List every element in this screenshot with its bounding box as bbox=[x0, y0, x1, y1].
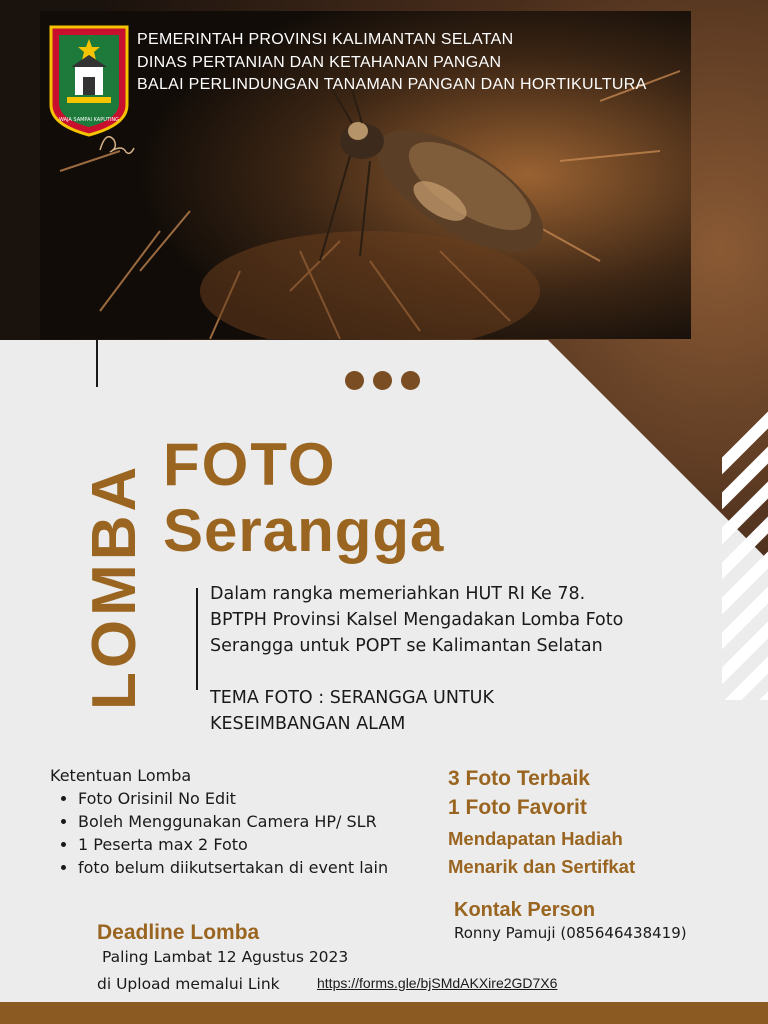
prize-line-2: 1 Foto Favorit bbox=[448, 796, 587, 819]
rule-item: • foto belum diikutsertakan di event lain bbox=[78, 856, 408, 879]
rules-section bbox=[50, 764, 408, 879]
registration-link[interactable]: https://forms.gle/bjSMdAKXire2GD7X6 bbox=[317, 975, 558, 991]
prize-line-4: Menarik dan Sertifkat bbox=[448, 856, 636, 877]
theme-text: TEMA FOTO : SERANGGA UNTUK KESEIMBANGAN ALAM bbox=[210, 688, 494, 734]
rules-list bbox=[50, 787, 408, 879]
dot bbox=[401, 371, 420, 390]
svg-text:WAJA SAMPAI KAPUTING: WAJA SAMPAI KAPUTING bbox=[58, 117, 120, 123]
dot bbox=[373, 371, 392, 390]
title-line-1: FOTO bbox=[163, 431, 337, 498]
contact-heading: Kontak Person bbox=[454, 899, 596, 921]
divider-line bbox=[96, 340, 98, 387]
description-line-2: BPTPH Provinsi Kalsel Mengadakan Lomba Foto bbox=[210, 610, 624, 630]
title-vertical: LOMBA bbox=[80, 462, 149, 710]
bottom-bar bbox=[0, 1002, 768, 1024]
title-line-2: Serangga bbox=[163, 497, 445, 564]
provincial-emblem-logo bbox=[49, 25, 129, 137]
decorative-stripes bbox=[722, 405, 768, 700]
rule-item: • Boleh Menggunakan Camera HP/ SLR bbox=[78, 810, 408, 833]
deadline-section bbox=[97, 920, 348, 968]
institution-header bbox=[137, 29, 647, 97]
rule-item: • 1 Peserta max 2 Foto bbox=[78, 833, 408, 856]
description-line-3: Serangga untuk POPT se Kalimantan Selatan bbox=[210, 636, 603, 656]
signature-mark bbox=[96, 126, 138, 160]
upload-label: di Upload memalui Link bbox=[97, 975, 280, 993]
description-divider bbox=[196, 588, 198, 690]
decorative-dots bbox=[345, 371, 420, 390]
description bbox=[210, 581, 690, 659]
prize-section bbox=[448, 764, 635, 881]
contact-section bbox=[454, 897, 687, 943]
page-title bbox=[163, 432, 444, 564]
prize-line-3: Mendapatan Hadiah bbox=[448, 828, 623, 849]
rule-item: • Foto Orisinil No Edit bbox=[78, 787, 408, 810]
description-line-1: Dalam rangka memeriahkan HUT RI Ke 78. bbox=[210, 584, 586, 604]
dot bbox=[345, 371, 364, 390]
header-line-3: BALAI PERLINDUNGAN TANAMAN PANGAN DAN HORTIKULTURA bbox=[137, 76, 647, 93]
header-line-1: PEMERINTAH PROVINSI KALIMANTAN SELATAN bbox=[137, 31, 514, 48]
header-line-2: DINAS PERTANIAN DAN KETAHANAN PANGAN bbox=[137, 53, 502, 71]
deadline-heading: Deadline Lomba bbox=[97, 921, 260, 944]
prize-line-1: 3 Foto Terbaik bbox=[448, 767, 590, 790]
contact-value: Ronny Pamuji (085646438419) bbox=[454, 924, 687, 942]
rules-heading: Ketentuan Lomba bbox=[50, 766, 192, 785]
deadline-value: Paling Lambat 12 Agustus 2023 bbox=[102, 948, 349, 966]
